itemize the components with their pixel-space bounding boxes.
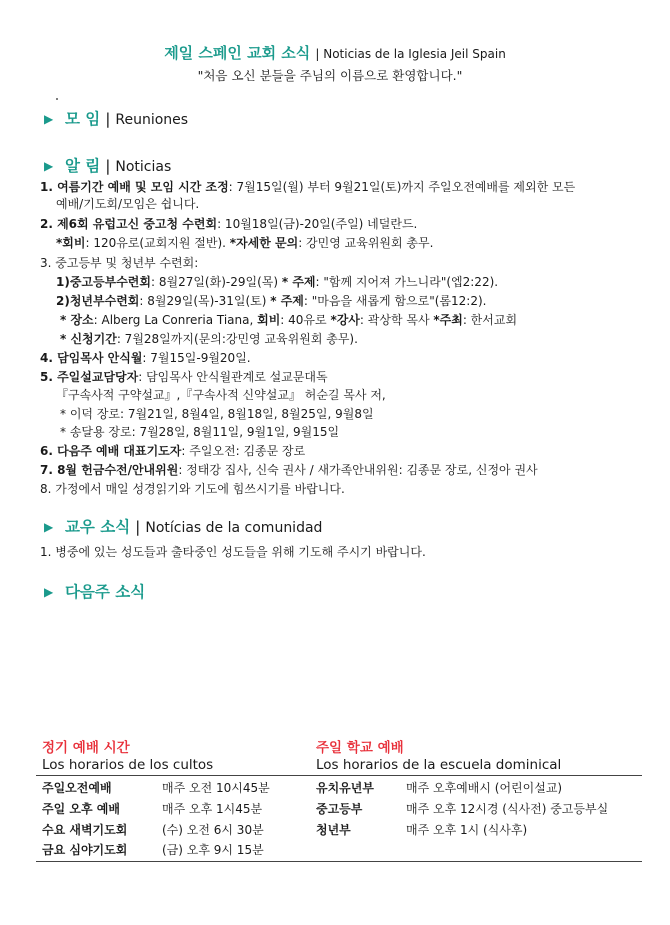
play-triangle-icon: ▶	[44, 585, 54, 599]
section-notices-ko: 알 림	[64, 157, 101, 175]
worship-row-label: 수요 새벽기도회	[42, 823, 128, 837]
section-meetings-es: Reuniones	[115, 112, 189, 128]
page-title: 제일 스페인 교회 소식	[164, 44, 311, 62]
page-subtitle: | Noticias de la Iglesia Jeil Spain	[315, 47, 506, 61]
worship-row-time: 매주 오전 10시45분	[162, 781, 270, 795]
worship-row-time: (수) 오전 6시 30분	[162, 823, 264, 837]
section-community	[44, 515, 322, 537]
notice-6: 6. 다음주 예배 대표기도자: 주일오전: 김종문 장로	[40, 444, 306, 458]
notice-3-details: * 장소: Alberg La Conreria Tiana, 회비: 40유로 *강사: 곽상학 목사 *주최: 한서교회	[60, 313, 518, 327]
notice-3-youth: 1)중고등부수련회: 8월27일(화)-29일(목) * 주제: "함께 지어져 가느니라"(엡2:22).	[56, 275, 499, 289]
section-separator: |	[105, 157, 111, 175]
sunday-school-row-time: 매주 오후예배시 (어린이설교)	[406, 781, 563, 795]
notice-1-cont: 예배/기도회/모임은 쉽니다.	[56, 197, 200, 211]
sunday-school-row-label: 유치유년부	[316, 781, 374, 795]
section-notices-es: Noticias	[115, 159, 172, 175]
sunday-school-subtitle: Los horarios de la escuela dominical	[316, 757, 562, 773]
notice-5: 5. 주일설교담당자: 담임목사 안식월관계로 설교문대독	[40, 370, 328, 384]
section-separator: |	[105, 110, 111, 128]
notice-5-elder-2: * 송달용 장로: 7월28일, 8월11일, 9월1일, 9월15일	[60, 425, 340, 439]
play-triangle-icon: ▶	[44, 520, 54, 534]
worship-row-time: (금) 오후 9시 15분	[162, 843, 264, 857]
section-community-ko: 교우 소식	[64, 518, 131, 536]
section-community-es: Notícias de la comunidad	[145, 520, 323, 536]
sunday-school-row-label: 청년부	[316, 823, 351, 837]
sunday-school-row-time: 매주 오후 1시 (식사후)	[406, 823, 528, 837]
stray-dot	[56, 98, 58, 100]
worship-subtitle: Los horarios de los cultos	[42, 757, 214, 773]
worship-row-label: 주일오전예배	[42, 781, 112, 795]
worship-row-time: 매주 오후 1시45분	[162, 802, 263, 816]
play-triangle-icon: ▶	[44, 159, 54, 173]
notice-5-books: 『구속사적 구약설교』,『구속사적 신약설교』 허순길 목사 저,	[56, 388, 386, 402]
worship-row-label: 주일 오후 예배	[42, 802, 120, 816]
worship-title: 정기 예배 시간	[42, 740, 130, 756]
sunday-school-row-label: 중고등부	[316, 802, 363, 816]
sunday-school-title: 주일 학교 예배	[316, 740, 404, 756]
welcome-quote: "처음 오신 분들을 주님의 이름으로 환영합니다."	[197, 68, 463, 83]
sunday-school-row-time: 매주 오후 12시경 (식사전) 중고등부실	[406, 802, 609, 816]
community-1: 1. 병중에 있는 성도들과 출타중인 성도들을 위해 기도해 주시기 바랍니다.	[40, 545, 426, 559]
notice-2: 2. 제6회 유럽고신 중고청 수련회: 10월18일(금)-20일(주일) 네덜란드.	[40, 217, 418, 231]
notice-7: 7. 8월 헌금수전/안내위원: 정태강 집사, 신숙 권사 / 새가족안내위원: 김종문 장로, 신정아 권사	[40, 463, 538, 477]
table-bottom-rule	[36, 861, 642, 862]
notice-3: 3. 중고등부 및 청년부 수련회:	[40, 256, 199, 270]
notice-3-young-adults: 2)청년부수련회: 8월29일(목)-31일(토) * 주제: "마음을 새롭게 함으로"(롬12:2).	[56, 294, 487, 308]
section-meetings-ko: 모 임	[64, 110, 101, 128]
table-top-rule	[36, 775, 642, 776]
worship-row-label: 금요 심야기도회	[42, 843, 128, 857]
section-meetings	[44, 107, 188, 129]
notice-8: 8. 가정에서 매일 성경읽기와 기도에 힘쓰시기를 바랍니다.	[40, 482, 345, 496]
play-triangle-icon: ▶	[44, 112, 54, 126]
notice-5-elder-1: * 이덕 장로: 7월21일, 8월4일, 8월18일, 8월25일, 9월8일	[60, 407, 374, 421]
section-separator: |	[135, 518, 141, 536]
notice-2-cont: *회비: 120유로(교회지원 절반). *자세한 문의: 강민영 교육위원회 총무.	[56, 236, 434, 250]
page-header	[0, 42, 670, 63]
section-notices	[44, 154, 171, 176]
section-next-week-ko: 다음주 소식	[64, 583, 146, 601]
notice-4: 4. 담임목사 안식월: 7월15일-9월20일.	[40, 351, 251, 365]
section-next-week	[44, 580, 145, 602]
notice-1: 1. 여름기간 예배 및 모임 시간 조정: 7월15일(월) 부터 9월21일(토)까지 주일오전예배를 제외한 모든	[40, 180, 576, 194]
notice-3-deadline: * 신청기간: 7월28일까지(문의:강민영 교육위원회 총무).	[60, 332, 358, 346]
